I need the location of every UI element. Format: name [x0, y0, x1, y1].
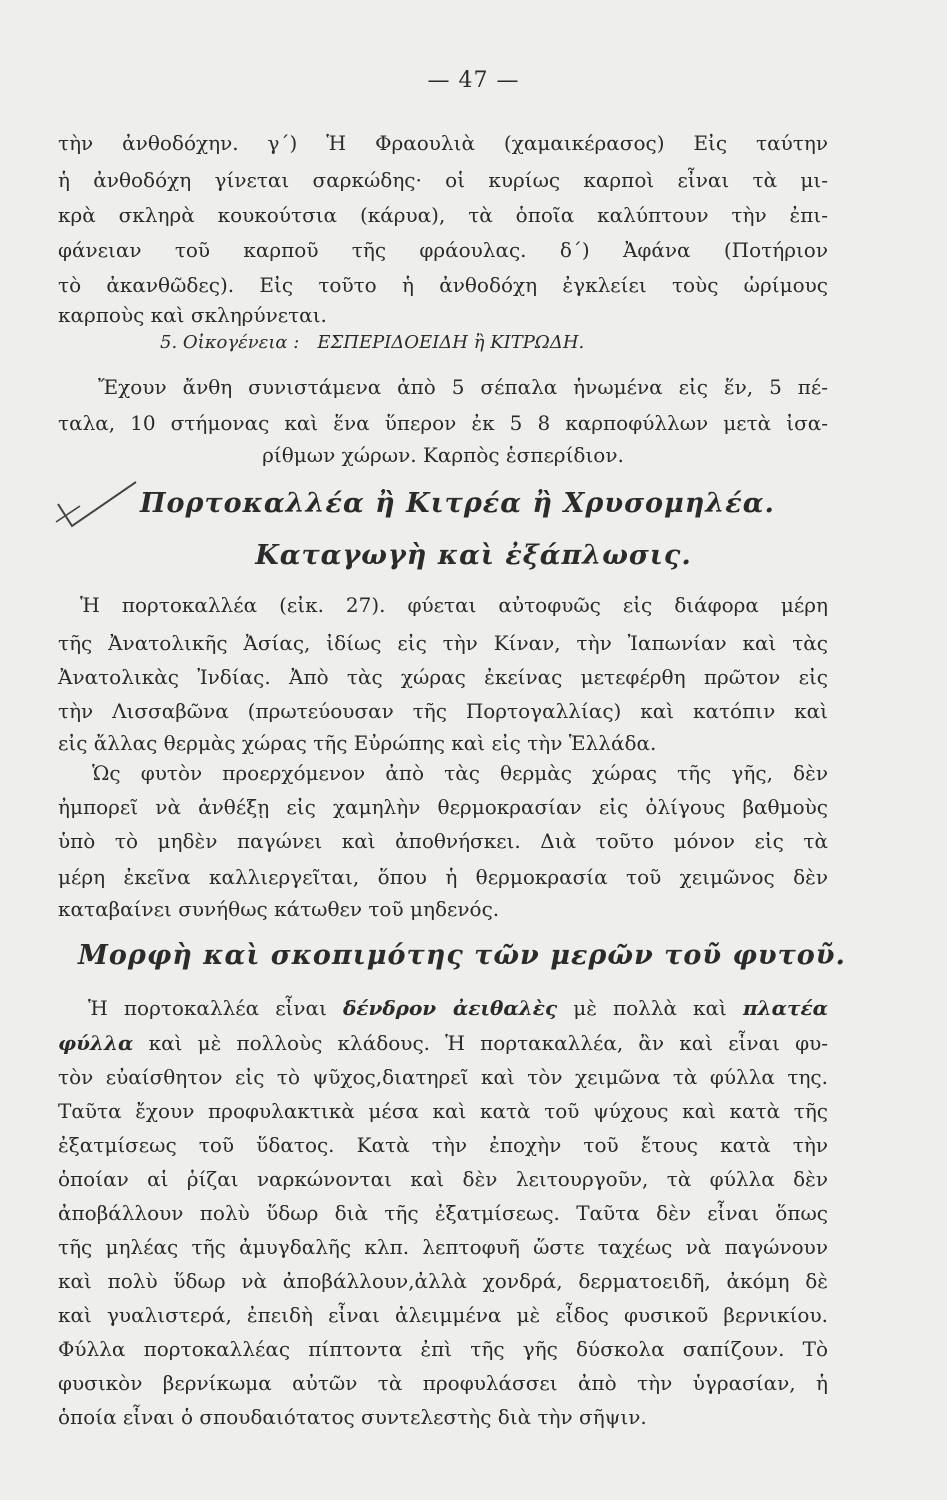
text-line: Φύλλα πορτοκαλλέας πίπτοντα ἐπὶ τῆς γῆς δύσκολα σαπίζουν. Τὸ [58, 1337, 828, 1361]
text-span: Ἡ πορτοκαλλέα εἶναι [88, 996, 343, 1020]
text-line: ἡ ἀνθοδόχη γίνεται σαρκώδης· οἱ κυρίως καρποὶ εἶναι τὰ μι- [58, 168, 828, 192]
form-heading: Μορφὴ καὶ σκοπιμότης τῶν μερῶν τοῦ φυτοῦ. [78, 940, 846, 971]
handwritten-check-mark [50, 476, 140, 536]
emphasis: πλατέα [742, 996, 828, 1020]
text-line: ἀποβάλλουν πολὺ ὕδωρ διὰ τῆς ἐξατμίσεως. Ταῦτα δὲν εἶναι ὅπως [58, 1201, 828, 1225]
family-number: 5. Οἰκογένεια : [160, 332, 300, 353]
text-line: ρίθμων χώρων. Καρπὸς ἑσπερίδιον. [262, 443, 624, 467]
page-number: — 47 — [427, 68, 520, 93]
text-line: ταλα, 10 στήμονας καὶ ἕνα ὕπερον ἐκ 5 8 καρποφύλλων μετὰ ἰσα- [58, 411, 828, 435]
text-line: ὁποία εἶναι ὁ σπουδαιότατος συντελεστὴς διὰ τὴν σῆψιν. [58, 1405, 647, 1429]
text-line: Ἔχουν ἄνθη συνιστάμενα ἀπὸ 5 σέπαλα ἡνωμένα εἰς ἕν, 5 πέ- [98, 375, 828, 399]
text-line: ἐξατμίσεως τοῦ ὕδατος. Κατὰ τὴν ἐποχὴν τοῦ ἔτους κατὰ τὴν [58, 1133, 828, 1157]
text-line: τὴν Λισσαβῶνα (πρωτεύουσαν τῆς Πορτογαλλίας) καὶ κατόπιν καὶ [58, 699, 828, 723]
text-line: καρποὺς καὶ σκληρύνεται. [58, 303, 327, 327]
text-line: καὶ γυαλιστερά, ἐπειδὴ εἶναι ἀλειμμένα μὲ εἶδος φυσικοῦ βερνικίου. [58, 1303, 828, 1327]
text-line: Ἡ πορτοκαλλέα (εἰκ. 27). φύεται αὐτοφυῶς εἰς διάφορα μέρη [80, 593, 828, 617]
text-line: Ταῦτα ἔχουν προφυλακτικὰ μέσα καὶ κατὰ τοῦ ψύχους καὶ κατὰ τῆς [58, 1099, 828, 1123]
text-line: τὸν εὐαίσθητον εἰς τὸ ψῦχος,διατηρεῖ καὶ τὸν χειμῶνα τὰ φύλλα της. [58, 1065, 828, 1089]
text-line: Ὡς φυτὸν προερχόμενον ἀπὸ τὰς θερμὰς χώρας τῆς γῆς, δὲν [92, 761, 828, 785]
text-line: καταβαίνει συνήθως κάτωθεν τοῦ μηδενός. [58, 897, 500, 921]
text-line: φυσικὸν βερνίκωμα αὐτῶν τὰ προφυλάσσει ἀπὸ τὴν ὑγρασίαν, ἡ [58, 1371, 828, 1395]
text-line: εἰς ἄλλας θερμὰς χώρας τῆς Εὐρώπης καὶ εἰς τὴν Ἑλλάδα. [58, 731, 657, 755]
species-heading: Πορτοκαλλέα ἢ Κιτρέα ἢ Χρυσομηλέα. [140, 488, 775, 519]
text-line: Ἀνατολικὰς Ἰνδίας. Ἀπὸ τὰς χώρας ἐκείνας μετεφέρθη πρῶτον εἰς [58, 665, 828, 689]
text-line: τὸ ἀκανθῶδες). Εἰς τοῦτο ἡ ἀνθοδόχη ἐγκλείει τοὺς ὡρίμους [58, 273, 828, 297]
text-span: καὶ μὲ πολλοὺς κλάδους. Ἡ πορτακαλλέα, ἂν καὶ εἶναι φυ- [133, 1031, 828, 1055]
emphasis: φύλλα [58, 1031, 134, 1055]
text-line: μέρη ἐκεῖνα καλλιεργεῖται, ὅπου ἡ θερμοκρασία τοῦ χειμῶνος δὲν [58, 865, 828, 889]
text-line: φάνειαν τοῦ καρποῦ τῆς φράουλας. δ΄) Ἀφάνα (Ποτήριον [58, 238, 828, 262]
text-span: μὲ πολλὰ καὶ [557, 996, 743, 1020]
text-line [58, 1028, 828, 1058]
family-heading [160, 332, 584, 353]
text-line: ὑπὸ τὸ μηδὲν παγώνει καὶ ἀποθνήσκει. Διὰ τοῦτο μόνον εἰς τὰ [58, 829, 828, 853]
text-line: καὶ πολὺ ὕδωρ νὰ ἀποβάλλουν,ἀλλὰ χονδρά, δερματοειδῆ, ἀκόμη δὲ [58, 1269, 828, 1293]
emphasis: δένδρον ἀειθαλὲς [342, 996, 558, 1020]
text-line: ἠμπορεῖ νὰ ἀνθέξῃ εἰς χαμηλὴν θερμοκρασίαν εἰς ὀλίγους βαθμοὺς [58, 795, 828, 819]
text-line: ὁποίαν αἱ ῥίζαι ναρκώνονται καὶ δὲν λειτουργοῦν, τὰ φύλλα δὲν [58, 1167, 828, 1191]
text-line: τῆς Ἀνατολικῆς Ἀσίας, ἰδίως εἰς τὴν Κίναν, τὴν Ἰαπωνίαν καὶ τὰς [58, 631, 828, 655]
text-line: τὴν ἀνθοδόχην. γ΄) Ἡ Φραουλιὰ (χαμαικέρασος) Εἰς ταύτην [58, 131, 828, 155]
origin-heading: Καταγωγὴ καὶ ἐξάπλωσις. [255, 540, 692, 571]
family-name: ΕΣΠΕΡΙΔΟΕΙΔΗ ἢ ΚΙΤΡΩΔΗ. [317, 332, 585, 353]
text-line: κρὰ σκληρὰ κουκούτσια (κάρυα), τὰ ὁποῖα καλύπτουν τὴν ἐπι- [58, 203, 828, 227]
text-line: τῆς μηλέας τῆς ἀμυγδαλῆς κλπ. λεπτοφυῆ ὥστε ταχέως νὰ παγώνουν [58, 1235, 828, 1259]
text-line [88, 993, 828, 1023]
